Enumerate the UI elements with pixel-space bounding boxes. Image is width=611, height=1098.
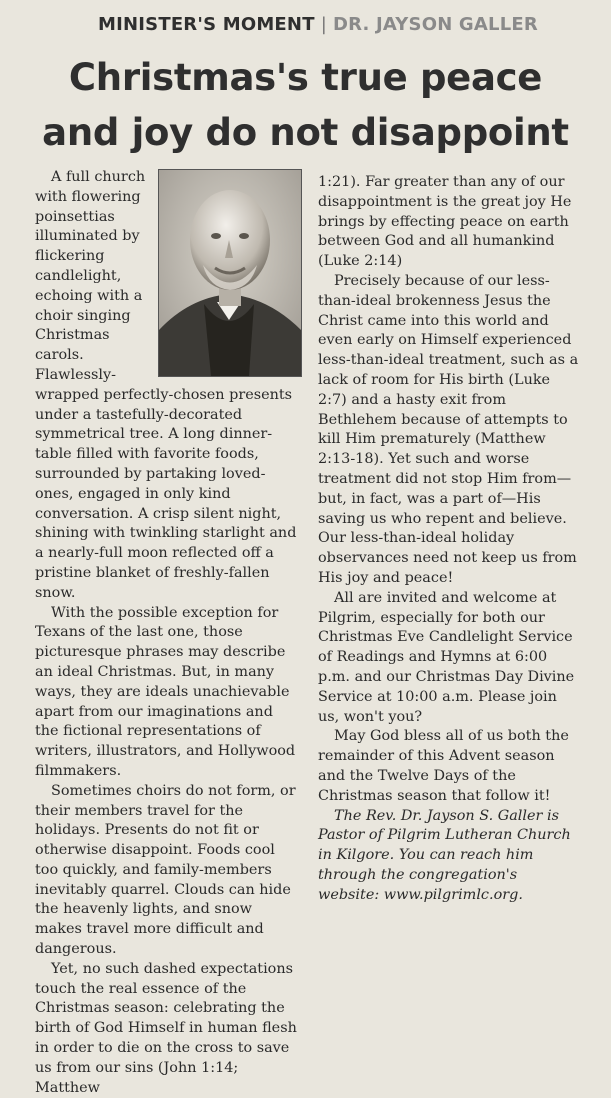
kicker-separator: |	[320, 14, 327, 35]
portrait-photo	[158, 169, 302, 377]
headline-line-2: and joy do not disappoint	[42, 111, 569, 154]
author-byline: DR. JAYSON GALLER	[332, 14, 538, 35]
paragraph-4-continued: 1:21). Far greater than any of our disappointment is the great joy He brings by effecting peace on earth between God and all humankind (Luke 2:14)	[318, 174, 572, 270]
paragraph-3: Sometimes choirs do not form, or their members travel for the holidays. Presents do not fit or otherwise disappoint. Foods cool too quickly, and family-members inevitably quarrel. Clouds can hide the heavenly lights, and snow makes travel more difficult and dangerous.	[35, 782, 296, 958]
author-credit: The Rev. Dr. Jayson S. Galler is Pastor of Pilgrim Lutheran Church in Kilgore. You can reach him through the congregation's website: www.pilgrimlc.org.	[318, 807, 571, 903]
portrait-photo-icon	[159, 170, 301, 376]
headline	[20, 50, 591, 160]
column-kicker	[98, 14, 538, 35]
paragraph-1: A full church with flowering poinsettias illuminated by flickering candlelight, echoing with a choir singing Christmas carols. Flawlessly-wrapped perfectly-chosen presents under a tastefully-decorated symmetrical tree. A long dinner-table filled with favorite foods, surrounded by partaking loved-ones, engaged in only kind conversation. A crisp silent night, shining with twinkling starlight and a nearly-full moon reflected off a pristine blanket of freshly-fallen snow.	[35, 169, 297, 601]
paragraph-6: All are invited and welcome at Pilgrim, especially for both our Christmas Eve Candlelight Service of Readings and Hymns at 6:00 p.m. and our Christmas Day Divine Service at 10:00 a.m. Please join us, won't you?	[318, 589, 575, 725]
headline-line-1: Christmas's true peace	[68, 56, 543, 99]
paragraph-5: Precisely because of our less-than-ideal brokenness Jesus the Christ came into this world and even early on Himself experienced less-than-ideal treatment, such as a lack of room for His birth (Luke 2:7) and a hasty exit from Bethlehem because of attempts to kill Him prematurely (Matthew 2:13-18). Yet such and worse treatment did not stop Him from—but, in fact, was a part of—His saving us who repent and believe. Our less-than-ideal holiday observances need not keep us from His joy and peace!	[318, 272, 579, 586]
column-name: MINISTER'S MOMENT	[98, 14, 315, 35]
paragraph-2: With the possible exception for Texans of the last one, those picturesque phrases may describe an ideal Christmas. But, in many ways, they are ideals unachievable apart from our imaginations and the fictional representations of writers, illustrators, and Hollywood filmmakers.	[35, 604, 296, 779]
article-column-2	[318, 173, 580, 905]
paragraph-7: May God bless all of us both the remainder of this Advent season and the Twelve Days of the Christmas season that follow it!	[318, 728, 569, 804]
article-column-1	[35, 168, 300, 1098]
paragraph-4: Yet, no such dashed expectations touch the real essence of the Christmas season: celebrating the birth of God Himself in human flesh in order to die on the cross to save us from our sins (John 1:14; Matthew	[35, 960, 297, 1096]
